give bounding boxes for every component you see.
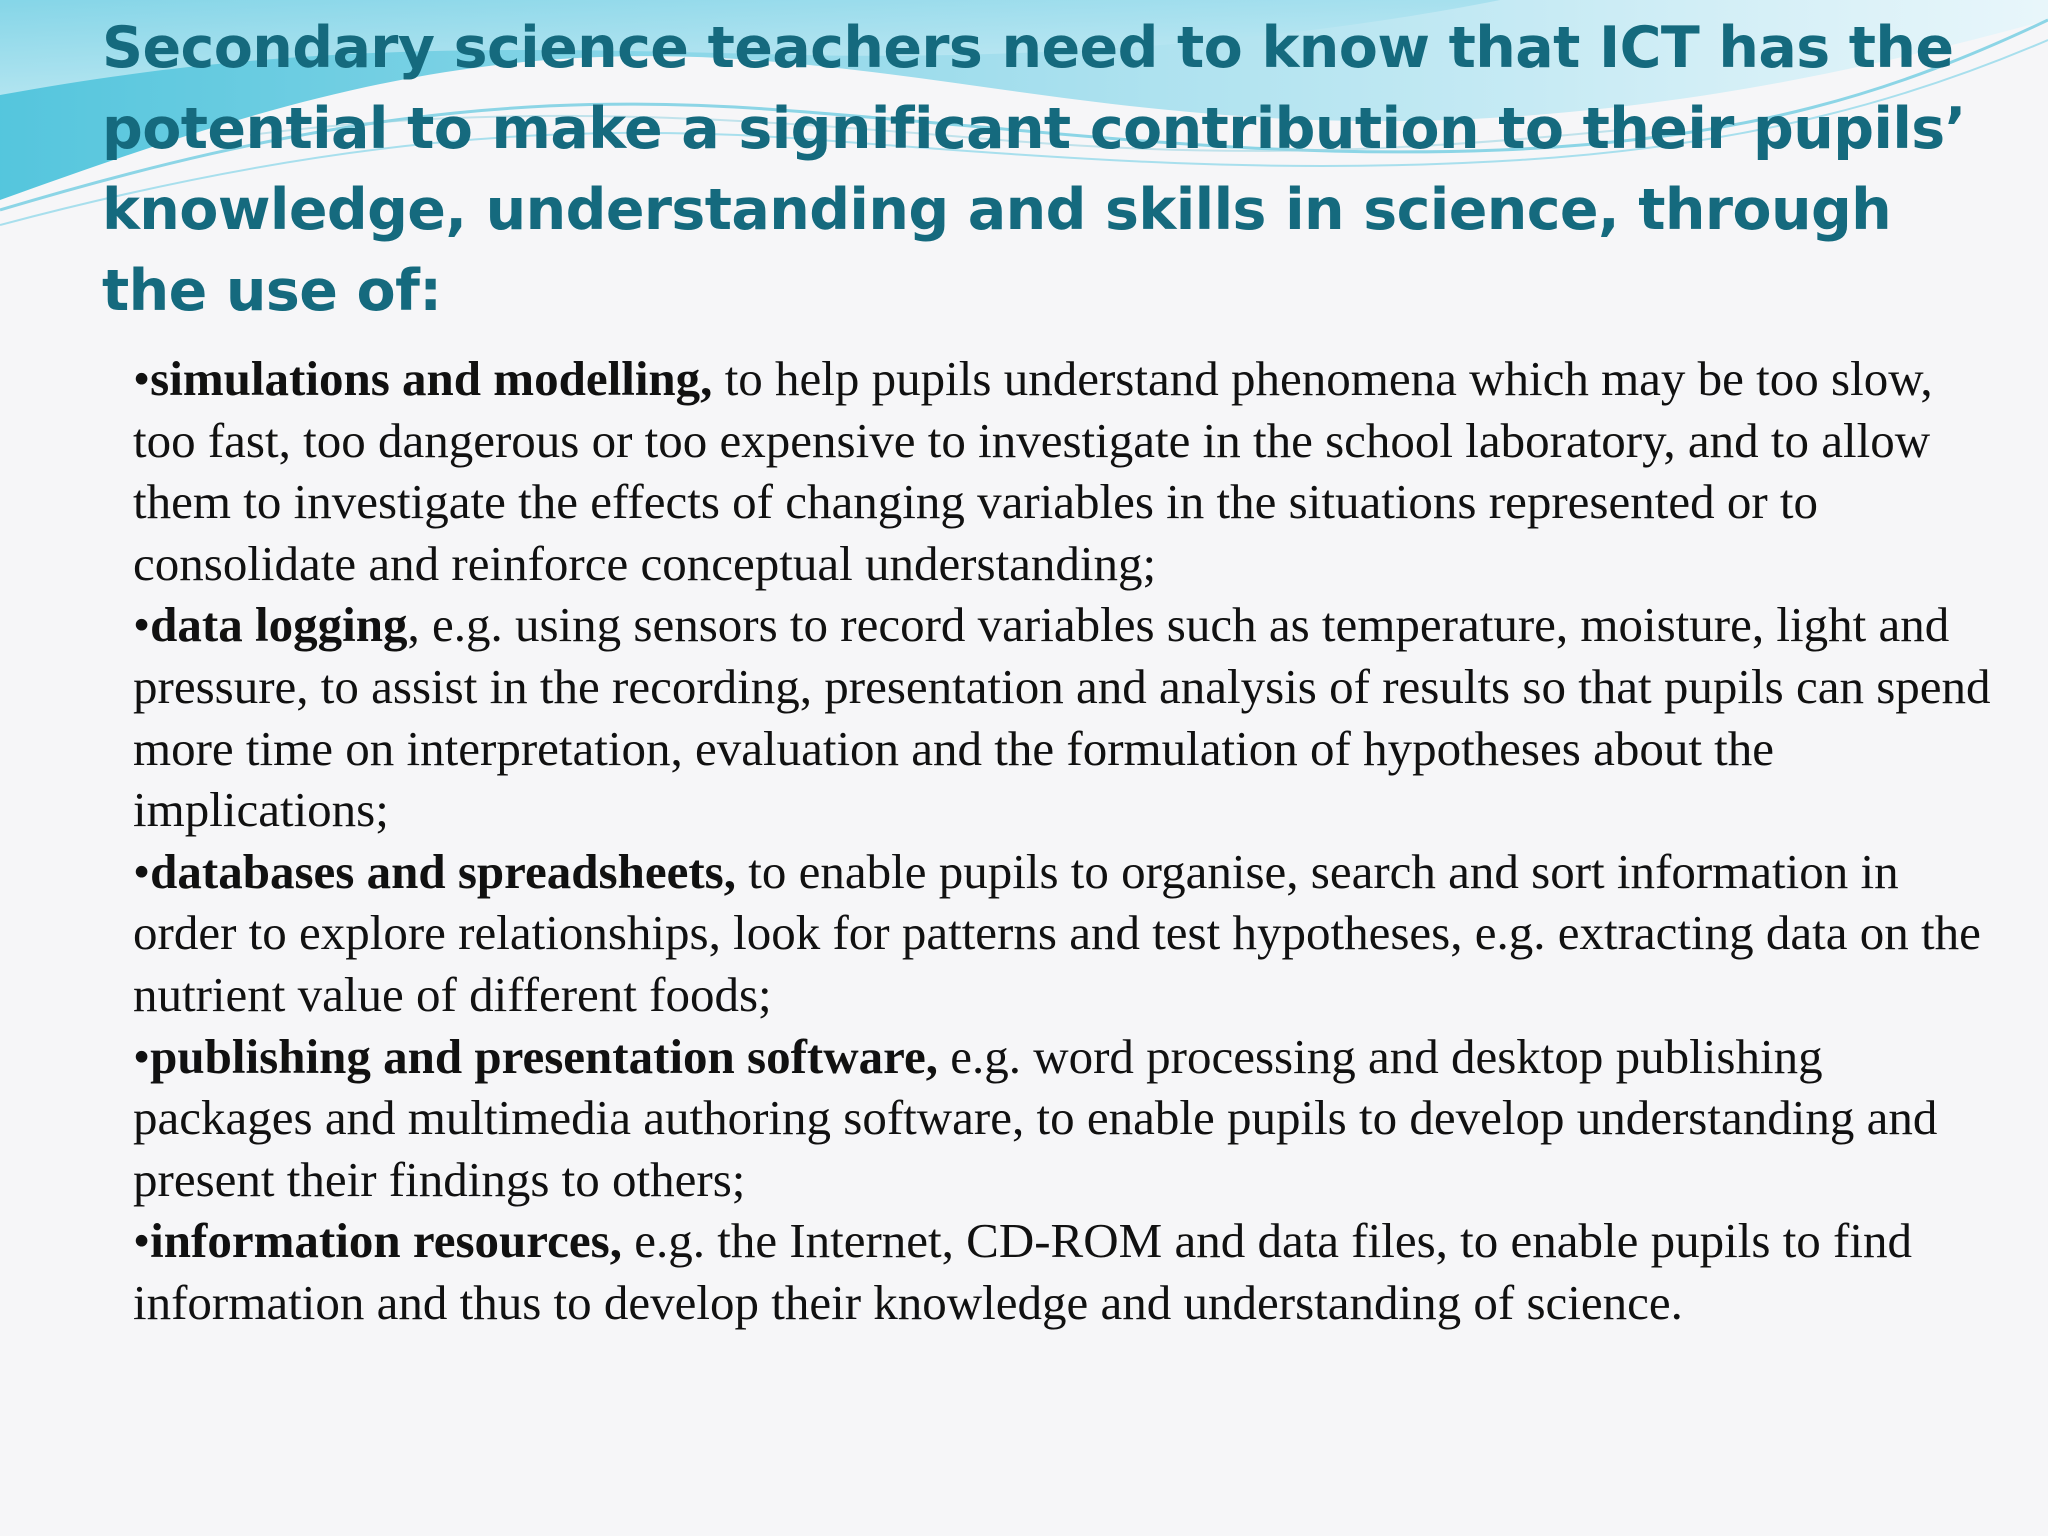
list-item bbox=[133, 594, 1993, 840]
item-text: , e.g. using sensors to record variables such as temperature, moisture, light and pressure, to assist in the recording, presentation and analysis of results so that pupils can spend more time on interpretation, evaluation and the formulation of hypotheses about the implications; bbox=[133, 597, 1991, 838]
item-term: databases and spreadsheets, bbox=[150, 843, 737, 899]
item-term: information resources, bbox=[150, 1213, 622, 1269]
list-item bbox=[133, 348, 1993, 594]
list-item bbox=[133, 1026, 1993, 1211]
item-term: publishing and presentation software, bbox=[150, 1028, 938, 1084]
bullet-glyph: • bbox=[133, 597, 151, 653]
bullet-glyph: • bbox=[133, 1028, 151, 1084]
item-text: e.g. the Internet, CD-ROM and data files, to enable pupils to find information and thus to develop their knowledge and understanding of science. bbox=[133, 1213, 1912, 1330]
bullet-glyph: • bbox=[133, 1213, 151, 1269]
bullet-glyph: • bbox=[133, 843, 151, 899]
list-item bbox=[133, 841, 1993, 1026]
item-term: simulations and modelling, bbox=[150, 351, 713, 406]
item-text: to enable pupils to organise, search and sort information in order to explore relationships, look for patterns and test hypotheses, e.g. extracting data on the nutrient value of different foods; bbox=[133, 843, 1981, 1022]
bullet-list bbox=[133, 348, 1993, 1334]
list-item bbox=[133, 1210, 1993, 1333]
item-text: e.g. word processing and desktop publishing packages and multimedia authoring software, to enable pupils to develop understanding and present their findings to others; bbox=[133, 1028, 1938, 1207]
slide-title: Secondary science teachers need to know that ICT has the potential to make a significant contribution to their pupils’ knowledge, understanding and skills in science, through the use of: bbox=[102, 15, 1966, 324]
bullet-glyph: • bbox=[133, 351, 151, 406]
item-text: to help pupils understand phenomena which may be too slow, too fast, too dangerous or too expensive to investigate in the school laboratory, and to allow them to investigate the effects of changing variables in the situations represented or to consolidate and reinforce conceptual understanding; bbox=[133, 351, 1933, 591]
item-term: data logging bbox=[150, 597, 408, 653]
